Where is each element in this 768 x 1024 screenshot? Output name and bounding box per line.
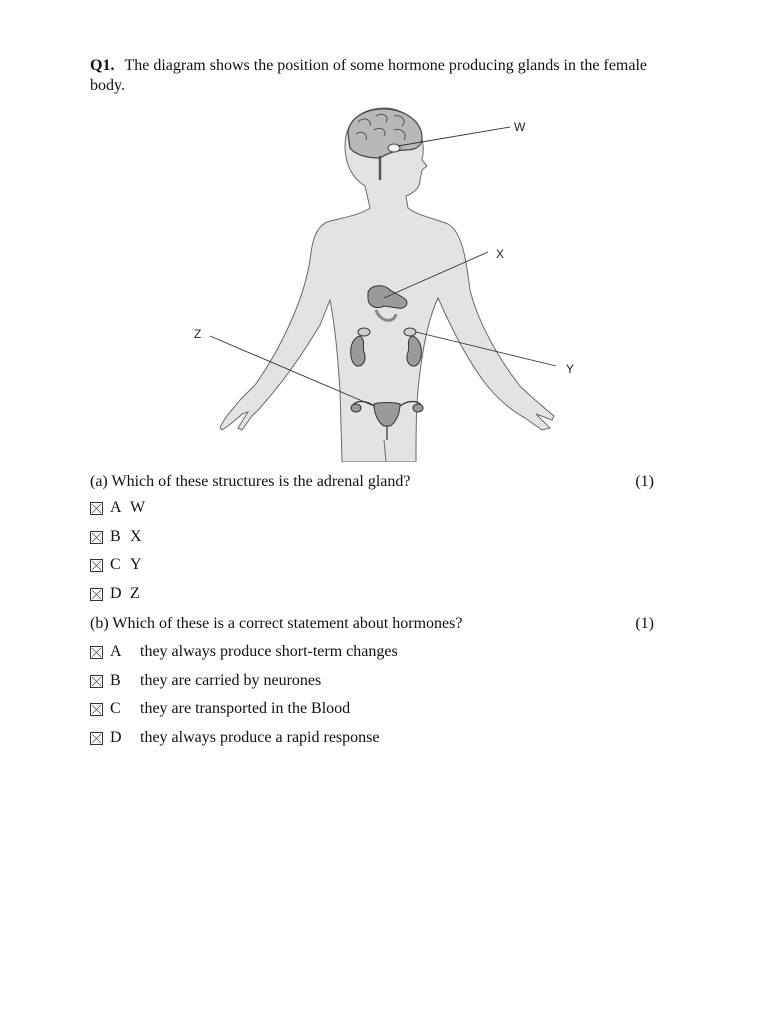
checkbox-icon[interactable] — [90, 675, 103, 688]
checkbox-icon[interactable] — [90, 588, 103, 601]
option-letter: A — [110, 499, 122, 516]
option-text: W — [130, 499, 146, 516]
option-letter: A — [110, 643, 122, 660]
option-text: Z — [130, 585, 140, 602]
right-ovary — [413, 404, 423, 412]
part-a-option-a[interactable] — [90, 498, 145, 518]
part-b-option-c[interactable] — [90, 699, 350, 719]
option-letter: C — [110, 700, 121, 717]
part-b-option-a[interactable] — [90, 642, 398, 662]
part-b-option-b[interactable] — [90, 671, 321, 691]
body-outline-figure — [180, 100, 600, 462]
checkbox-icon[interactable] — [90, 646, 103, 659]
part-a-option-c[interactable] — [90, 555, 142, 575]
part-a-marks: (1) — [635, 473, 654, 490]
question-number: Q1. — [90, 57, 115, 74]
right-adrenal-gland — [404, 328, 416, 336]
left-adrenal-gland — [358, 328, 370, 336]
left-ovary — [351, 404, 361, 412]
part-b-option-d[interactable] — [90, 728, 379, 748]
part-a-option-b[interactable] — [90, 527, 142, 547]
part-a-prompt: (a) Which of these structures is the adrenal gland? — [90, 473, 411, 490]
female-body-diagram — [180, 100, 600, 462]
part-b-prompt: (b) Which of these is a correct statement about hormones? — [90, 615, 463, 632]
option-letter: D — [110, 585, 122, 602]
part-b-marks: (1) — [635, 615, 654, 632]
option-letter: D — [110, 729, 122, 746]
label-z: Z — [194, 327, 202, 341]
part-b-question — [90, 614, 660, 634]
option-letter: B — [110, 672, 121, 689]
label-w: W — [514, 120, 526, 134]
part-a-option-d[interactable] — [90, 584, 140, 604]
label-x: X — [496, 247, 505, 261]
option-text: they always produce a rapid response — [140, 729, 380, 746]
checkbox-icon[interactable] — [90, 502, 103, 515]
checkbox-icon[interactable] — [90, 559, 103, 572]
question-text: The diagram shows the position of some hormone producing glands in the female body. — [90, 57, 648, 94]
option-text: Y — [130, 556, 142, 573]
question-intro — [90, 56, 680, 96]
option-text: they are transported in the Blood — [140, 700, 351, 717]
option-text: they are carried by neurones — [140, 672, 322, 689]
pituitary-gland — [388, 144, 400, 152]
part-a-question — [90, 472, 660, 492]
checkbox-icon[interactable] — [90, 703, 103, 716]
option-text: X — [130, 528, 142, 545]
label-y: Y — [566, 362, 575, 376]
option-letter: C — [110, 556, 121, 573]
option-text: they always produce short-term changes — [140, 643, 398, 660]
checkbox-icon[interactable] — [90, 531, 103, 544]
checkbox-icon[interactable] — [90, 732, 103, 745]
option-letter: B — [110, 528, 121, 545]
